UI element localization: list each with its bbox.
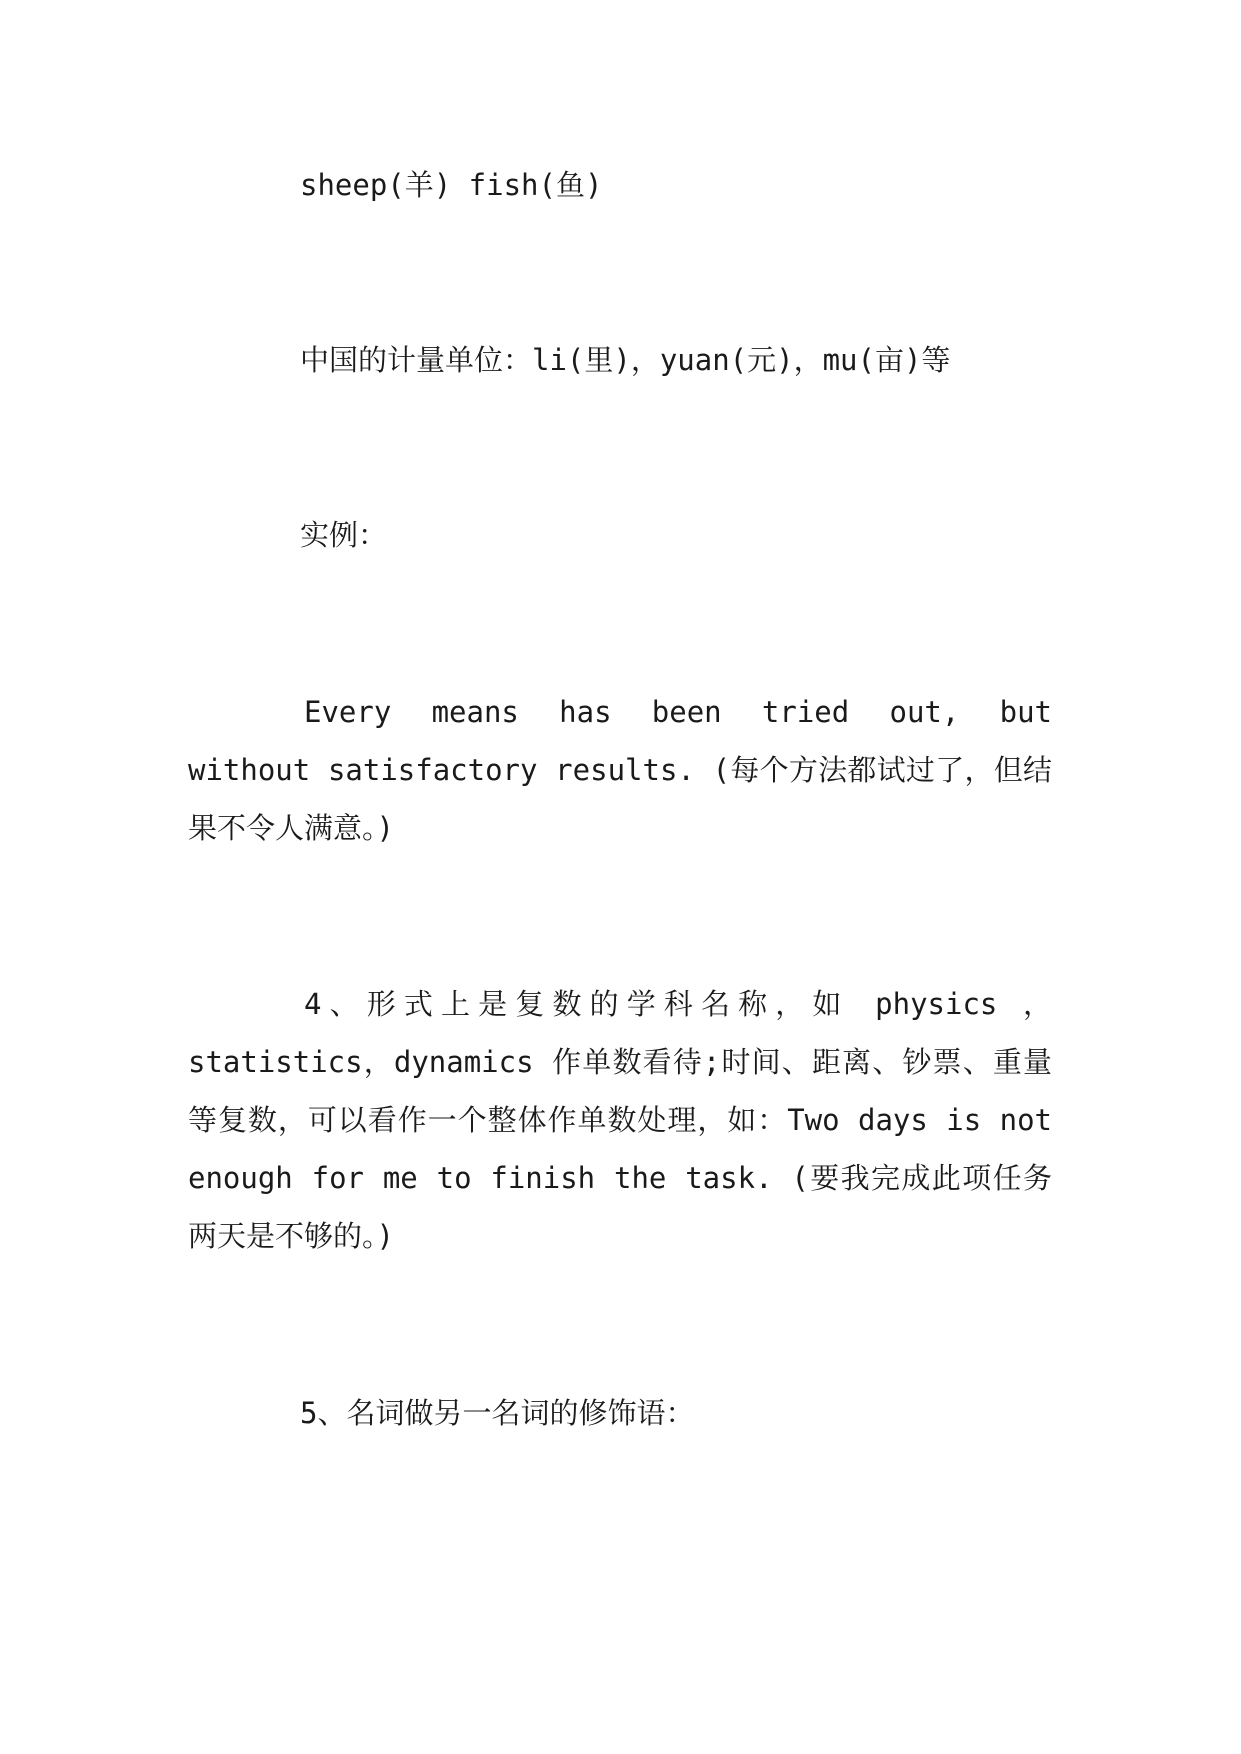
paragraph-rule-5-noun-modifier: 5、名词做另一名词的修饰语：: [300, 1396, 695, 1430]
paragraph-example-heading: 实例：: [300, 518, 388, 552]
paragraph-examples-sheep-fish: sheep(羊) fish(鱼): [300, 168, 603, 202]
paragraph-every-means-example: Every means has been tried out, but without satisfactory results. (每个方法都试过了，但结果不令人满意。): [188, 695, 1052, 845]
paragraph-rule-4-subject-names: 4、形式上是复数的学科名称，如 physics ，statistics，dynamics 作单数看待;时间、距离、钞票、重量等复数，可以看作一个整体作单数处理，如：Two days is not enough for me to finish the task. (要我完成此项任务两天是不够的。): [188, 987, 1052, 1253]
paragraph-chinese-units: 中国的计量单位：li(里)，yuan(元)，mu(亩)等: [300, 343, 951, 377]
